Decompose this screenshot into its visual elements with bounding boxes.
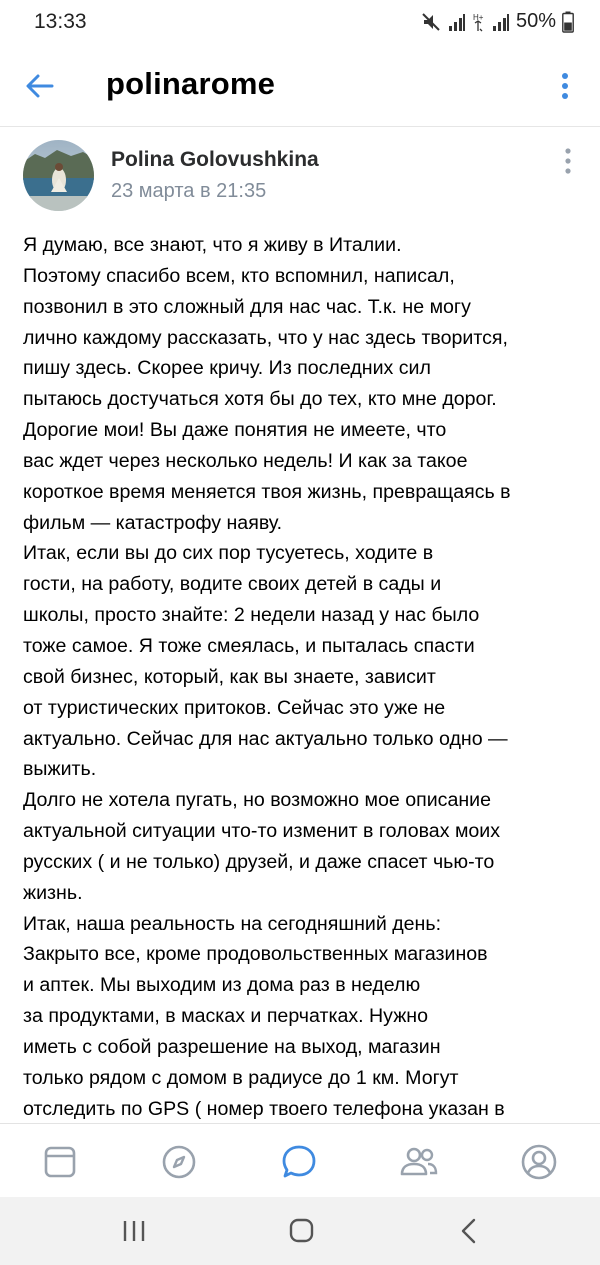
post-text-line: от туристических притоков. Сейчас это уже не [23,696,446,719]
post-text-line: русских ( и не только) друзей, и даже спасет чью-то [23,850,495,873]
post-text-line: пытаюсь достучаться хотя бы до тех, кто мне дорог. [23,388,497,411]
bottom-tab-bar [0,1123,600,1198]
profile-icon[interactable] [519,1142,559,1182]
post-text-line: иметь с собой разрешение на выход, магазин [23,1035,441,1058]
post-text-line: выжить. [23,758,97,781]
back-arrow-icon[interactable] [22,68,58,104]
post-text [23,230,588,1123]
post-text-line: актуальной ситуации что-то изменит в головах моих [23,820,501,843]
recent-apps-icon[interactable] [114,1215,154,1247]
post-text-line: гости, на работу, водите своих детей в сады и [23,573,442,596]
post-text-line: Долго не хотела пугать, но возможно мое описание [23,789,492,812]
app-header [0,46,600,127]
avatar-image [23,140,94,211]
post-text-line: свой бизнес, который, как вы знаете, зависит [23,665,436,688]
post-text-line: актуально. Сейчас для нас актуально только одно — [23,727,508,750]
post-text-line: Я думаю, все знают, что я живу в Италии. [23,234,402,256]
mute-icon [420,11,442,33]
battery-icon [562,11,574,33]
messages-icon[interactable] [279,1142,319,1182]
status-icons [420,10,574,33]
post-text-line: позвонил в это сложный для нас час. Т.к. не могу [23,295,471,318]
home-icon[interactable] [281,1215,321,1247]
post-text-line: и аптек. Мы выходим из дома раз в неделю [23,974,421,997]
signal-icon [448,12,466,32]
post-author[interactable]: Polina Golovushkina [111,148,319,171]
post-text-line: школы, просто знайте: 2 недели назад у нас было [23,604,480,627]
page-title: polinarome [106,66,276,101]
post-text-line: жизнь. [23,881,83,904]
svg-text:H+: H+ [472,12,484,22]
post-text-line: только рядом с домом в радиусе до 1 км. Могут [23,1066,459,1089]
signal-icon [492,12,510,32]
post-text-line: короткое время меняется твоя жизнь, превращаясь в [23,480,511,503]
post-text-line: Закрыто все, кроме продовольственных магазинов [23,943,488,966]
avatar[interactable] [23,140,94,211]
back-icon[interactable] [450,1215,490,1247]
status-bar [0,0,600,46]
post-text-line: отследить по GPS ( номер твоего телефона указан в [23,1097,505,1120]
post-text-line: Поэтому спасибо всем, кто вспомнил, написал, [23,264,455,287]
battery-percent: 50% [515,10,556,32]
post-text-line: вас ждет через несколько недель! И как за такое [23,449,468,472]
post-text-line: за продуктами, в масках и перчатках. Нужно [23,1005,429,1028]
post-date: 23 марта в 21:35 [111,180,267,202]
post-text-line: Дорогие мои! Вы даже понятия не имеете, что [23,419,447,442]
friends-icon[interactable] [399,1142,439,1182]
post-text-line: лично каждому рассказать, что у нас здесь творится, [23,326,508,349]
post-text-line: пишу здесь. Скорее кричу. Из последних сил [23,357,431,380]
status-time: 13:33 [34,10,87,33]
more-vertical-icon[interactable] [554,68,576,104]
post-text-line: Итак, если вы до сих пор тусуетесь, ходите в [23,542,434,565]
post-text-line: фильм — катастрофу наяву. [23,511,283,534]
system-navigation-bar [0,1197,600,1265]
compass-icon[interactable] [159,1142,199,1182]
post-text-line: Итак, наша реальность на сегодняшний день: [23,912,442,935]
data-arrows-icon [472,11,486,33]
newsfeed-icon[interactable] [40,1142,80,1182]
post-text-line: тоже самое. Я тоже смеялась, и пыталась спасти [23,634,475,657]
post-more-icon[interactable] [558,146,578,176]
